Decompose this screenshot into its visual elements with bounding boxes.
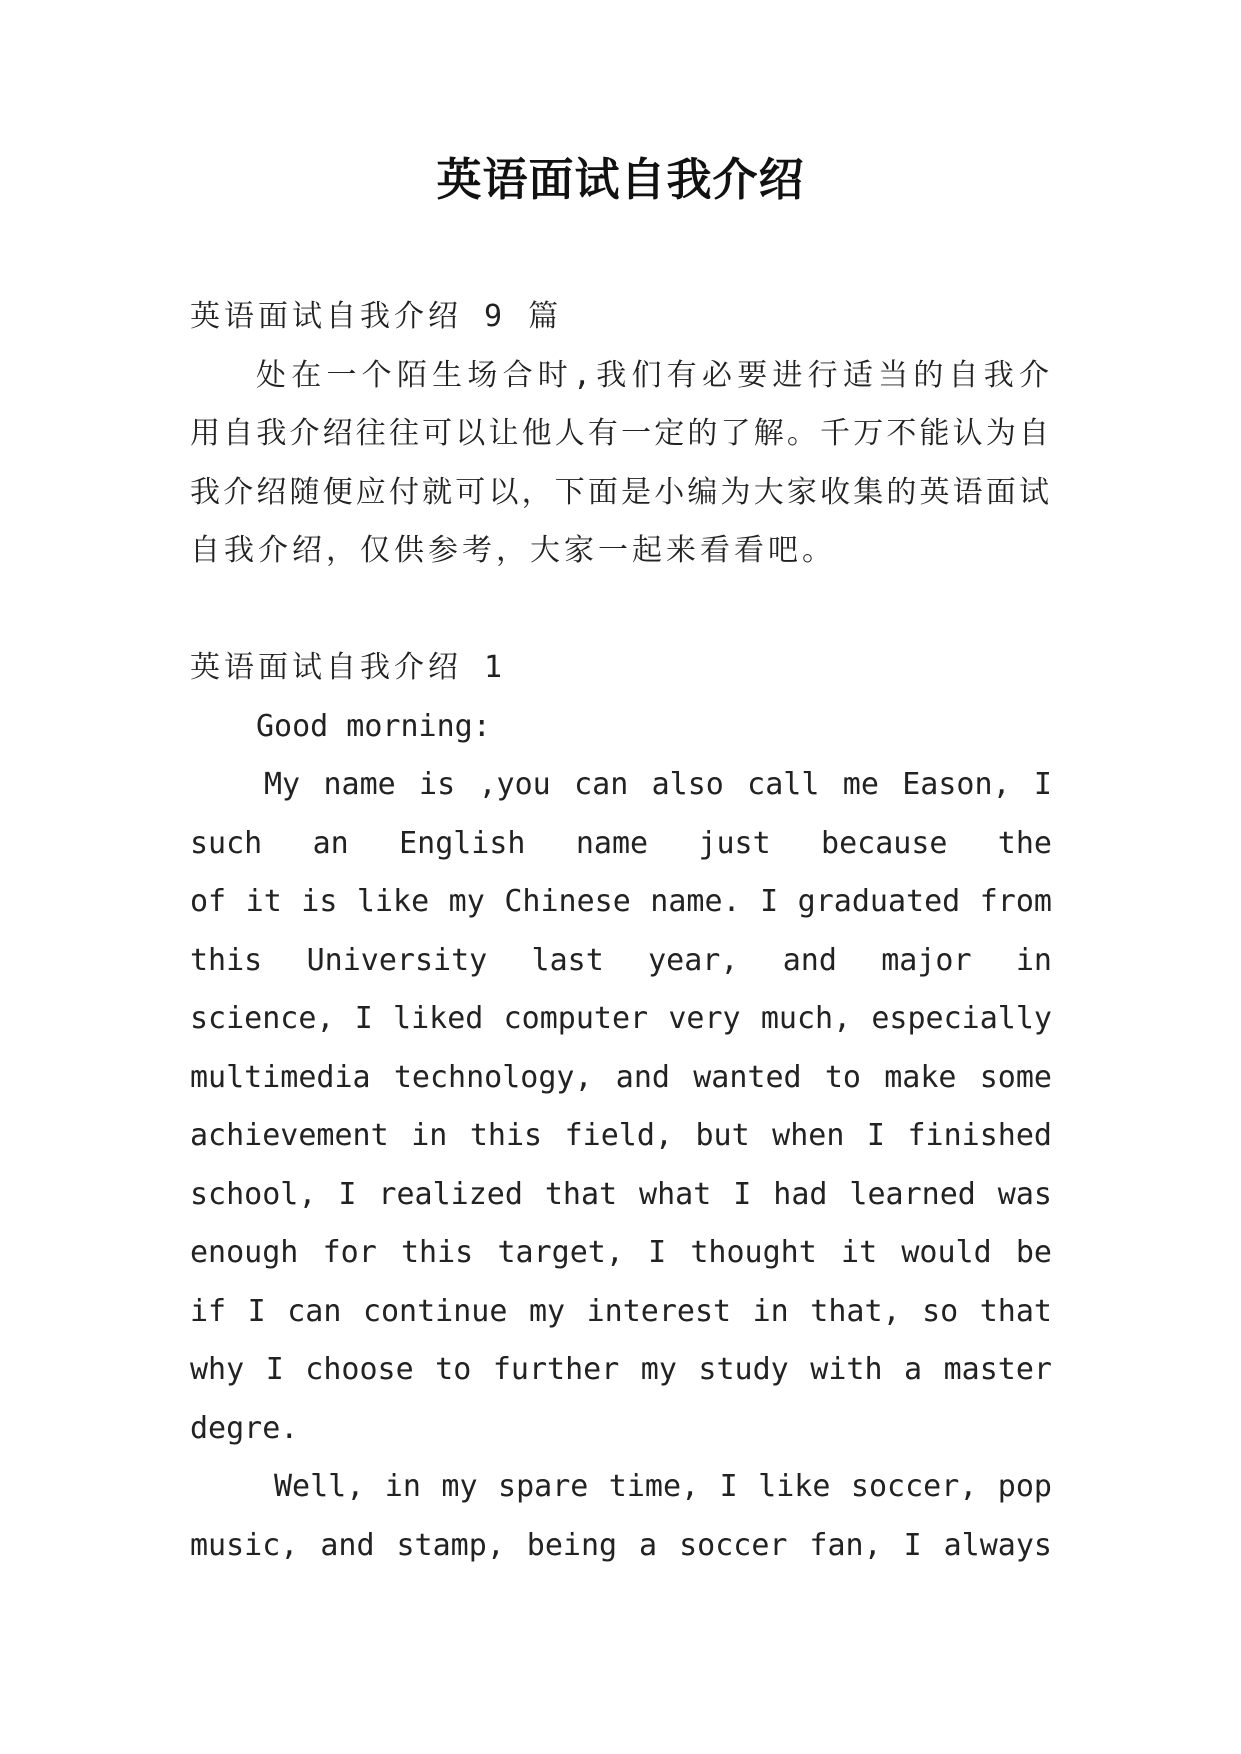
body-line: enough for this target, I thought it would be (190, 1235, 1052, 1270)
body-line: such an English name just because the (190, 825, 1052, 861)
greeting-line: Good morning: (256, 708, 491, 744)
section-heading: 英语面试自我介绍 1 (190, 650, 507, 685)
body-line: Well, in my spare time, I like soccer, pop (274, 1469, 1052, 1504)
body-line: achievement in this field, but when I finished (190, 1118, 1052, 1153)
body-line: of it is like my Chinese name. I graduated from (190, 884, 1052, 919)
body-line: if I can continue my interest in that, so that (190, 1293, 1052, 1329)
intro-line: 我介绍随便应付就可以，下面是小编为大家收集的英语面试 (190, 474, 1052, 510)
document-body (190, 288, 1052, 1575)
body-line: school, I realized that what I had learned was (190, 1176, 1052, 1212)
body-line: My name is ,you can also call me Eason, I (264, 767, 1052, 802)
body-line: degre. (190, 1410, 299, 1446)
document-title: 英语面试自我介绍 (436, 153, 805, 206)
paragraph-gap (190, 581, 1052, 640)
intro-line: 用自我介绍往往可以让他人有一定的了解。千万不能认为自 (190, 416, 1052, 451)
body-line: multimedia technology, and wanted to make some (190, 1059, 1052, 1095)
intro-line: 处在一个陌生场合时,我们有必要进行适当的自我介 (256, 357, 1052, 393)
intro-line: 自我介绍，仅供参考，大家一起来看看吧。 (190, 533, 836, 568)
body-line: this University last year, and major in (190, 942, 1052, 978)
body-line: why I choose to further my study with a master (190, 1352, 1052, 1387)
body-line: science, I liked computer very much, especially (190, 1001, 1052, 1036)
body-line: music, and stamp, being a soccer fan, I always (190, 1527, 1052, 1563)
collection-heading: 英语面试自我介绍 9 篇 (190, 299, 563, 334)
